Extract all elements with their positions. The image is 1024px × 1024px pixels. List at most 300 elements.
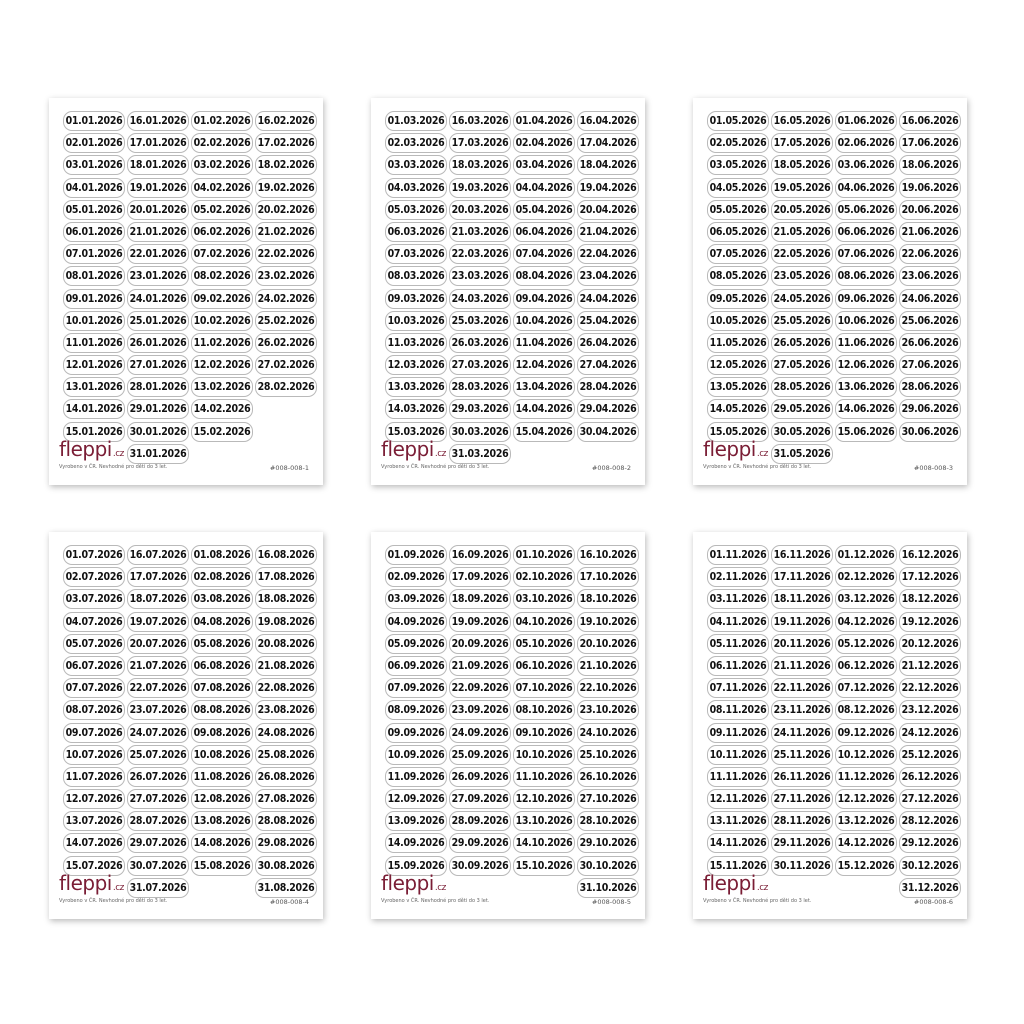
date-sticker: 25.08.2026 [255,745,317,765]
date-sticker: 02.08.2026 [191,567,253,587]
date-sticker: 23.07.2026 [127,700,189,720]
date-sticker: 30.06.2026 [899,422,961,442]
date-sticker: 26.09.2026 [449,767,511,787]
date-sticker: 08.10.2026 [513,700,575,720]
sticker-sheet [49,532,323,919]
date-sticker: 02.01.2026 [63,133,125,153]
date-sticker: 18.06.2026 [899,155,961,175]
date-column [513,111,575,444]
date-sticker: 20.09.2026 [449,634,511,654]
date-sticker: 20.05.2026 [771,200,833,220]
date-sticker: 19.09.2026 [449,612,511,632]
date-sticker: 22.12.2026 [899,678,961,698]
date-sticker: 24.03.2026 [449,289,511,309]
date-column [771,545,833,878]
date-sticker: 15.10.2026 [513,856,575,876]
date-sticker: 28.07.2026 [127,811,189,831]
date-sticker: 08.02.2026 [191,266,253,286]
date-sticker: 06.08.2026 [191,656,253,676]
date-sticker: 02.03.2026 [385,133,447,153]
date-sticker: 15.01.2026 [63,422,125,442]
date-sticker: 02.02.2026 [191,133,253,153]
date-sticker: 08.12.2026 [835,700,897,720]
date-sticker: 10.05.2026 [707,311,769,331]
date-sticker: 01.09.2026 [385,545,447,565]
date-column [191,111,253,444]
date-sticker: 24.06.2026 [899,289,961,309]
date-sticker: 05.07.2026 [63,634,125,654]
date-column [191,545,253,878]
date-sticker: 05.10.2026 [513,634,575,654]
date-sticker: 11.12.2026 [835,767,897,787]
date-sticker: 13.03.2026 [385,377,447,397]
date-sticker: 18.07.2026 [127,589,189,609]
date-sticker: 03.09.2026 [385,589,447,609]
date-column [127,111,189,466]
date-sticker: 04.05.2026 [707,178,769,198]
date-sticker: 28.09.2026 [449,811,511,831]
date-sticker: 13.01.2026 [63,377,125,397]
date-sticker: 05.03.2026 [385,200,447,220]
date-sticker: 10.04.2026 [513,311,575,331]
date-sticker: 08.07.2026 [63,700,125,720]
date-sticker: 17.08.2026 [255,567,317,587]
date-sticker: 13.12.2026 [835,811,897,831]
date-sticker: 10.11.2026 [707,745,769,765]
date-sticker: 12.06.2026 [835,355,897,375]
date-sticker: 21.04.2026 [577,222,639,242]
date-sticker: 27.01.2026 [127,355,189,375]
date-sticker: 11.04.2026 [513,333,575,353]
date-column [385,545,447,878]
date-column [255,545,317,900]
date-sticker: 03.01.2026 [63,155,125,175]
date-sticker: 03.10.2026 [513,589,575,609]
date-sticker: 16.03.2026 [449,111,511,131]
date-sticker: 28.08.2026 [255,811,317,831]
date-sticker: 26.06.2026 [899,333,961,353]
date-column [771,111,833,466]
date-sticker: 21.12.2026 [899,656,961,676]
date-sticker: 03.07.2026 [63,589,125,609]
date-sticker: 11.08.2026 [191,767,253,787]
sticker-sheet [693,98,967,485]
date-column [513,545,575,878]
date-sticker: 17.01.2026 [127,133,189,153]
date-sticker: 08.03.2026 [385,266,447,286]
date-sticker: 12.09.2026 [385,789,447,809]
date-sticker: 28.11.2026 [771,811,833,831]
date-sticker: 14.04.2026 [513,399,575,419]
date-sticker: 05.08.2026 [191,634,253,654]
date-sticker: 28.10.2026 [577,811,639,831]
date-sticker: 02.05.2026 [707,133,769,153]
date-sticker: 31.05.2026 [771,444,833,464]
date-sticker: 27.11.2026 [771,789,833,809]
date-column [63,545,125,878]
date-sticker: 26.10.2026 [577,767,639,787]
date-sticker: 28.01.2026 [127,377,189,397]
date-sticker: 22.11.2026 [771,678,833,698]
date-sticker: 07.06.2026 [835,244,897,264]
date-sticker: 10.03.2026 [385,311,447,331]
date-sticker: 23.02.2026 [255,266,317,286]
date-sticker: 07.03.2026 [385,244,447,264]
date-sticker: 12.08.2026 [191,789,253,809]
date-sticker: 11.11.2026 [707,767,769,787]
date-sticker: 30.12.2026 [899,856,961,876]
date-sticker: 10.07.2026 [63,745,125,765]
safety-note: Vyrobeno v ČR. Nevhodné pro děti do 3 let. [703,898,812,904]
date-sticker: 07.02.2026 [191,244,253,264]
date-sticker: 19.02.2026 [255,178,317,198]
date-sticker: 04.12.2026 [835,612,897,632]
date-sticker: 21.07.2026 [127,656,189,676]
date-sticker: 03.03.2026 [385,155,447,175]
date-sticker: 18.08.2026 [255,589,317,609]
date-sticker: 01.12.2026 [835,545,897,565]
date-column [835,111,897,444]
date-sticker: 25.02.2026 [255,311,317,331]
date-sticker: 20.12.2026 [899,634,961,654]
date-sticker: 22.06.2026 [899,244,961,264]
date-sticker: 03.12.2026 [835,589,897,609]
date-sticker: 29.06.2026 [899,399,961,419]
date-sticker: 12.04.2026 [513,355,575,375]
date-sticker: 24.08.2026 [255,723,317,743]
date-sticker: 10.06.2026 [835,311,897,331]
date-sticker: 25.12.2026 [899,745,961,765]
date-sticker: 04.11.2026 [707,612,769,632]
date-sticker: 23.08.2026 [255,700,317,720]
brand-name: fleppi [381,437,434,461]
date-sticker: 06.06.2026 [835,222,897,242]
date-sticker: 15.03.2026 [385,422,447,442]
sheet-code: #008-008-5 [591,898,631,906]
date-sticker: 06.05.2026 [707,222,769,242]
date-sticker: 12.10.2026 [513,789,575,809]
date-sticker: 07.07.2026 [63,678,125,698]
date-sticker: 09.11.2026 [707,723,769,743]
date-sticker: 14.11.2026 [707,833,769,853]
date-sticker: 07.01.2026 [63,244,125,264]
date-sticker: 24.05.2026 [771,289,833,309]
sheet-code: #008-008-1 [269,464,309,472]
date-sticker: 17.02.2026 [255,133,317,153]
date-sticker: 28.04.2026 [577,377,639,397]
date-sticker: 14.03.2026 [385,399,447,419]
sticker-sheet [371,98,645,485]
date-sticker: 27.10.2026 [577,789,639,809]
date-sticker: 17.05.2026 [771,133,833,153]
date-sticker: 18.02.2026 [255,155,317,175]
date-sticker: 12.02.2026 [191,355,253,375]
date-sticker: 12.12.2026 [835,789,897,809]
date-sticker: 07.10.2026 [513,678,575,698]
date-sticker: 27.06.2026 [899,355,961,375]
date-sticker: 29.08.2026 [255,833,317,853]
date-sticker: 08.01.2026 [63,266,125,286]
date-sticker: 30.05.2026 [771,422,833,442]
date-sticker: 10.08.2026 [191,745,253,765]
date-sticker: 23.01.2026 [127,266,189,286]
date-sticker: 14.05.2026 [707,399,769,419]
date-column [707,111,769,444]
date-sticker: 26.03.2026 [449,333,511,353]
date-sticker: 19.01.2026 [127,178,189,198]
date-sticker: 14.02.2026 [191,399,253,419]
date-sticker: 06.02.2026 [191,222,253,242]
date-sticker: 20.01.2026 [127,200,189,220]
date-sticker: 21.03.2026 [449,222,511,242]
date-sticker: 01.06.2026 [835,111,897,131]
date-sticker: 01.05.2026 [707,111,769,131]
date-sticker: 18.05.2026 [771,155,833,175]
date-sticker: 25.11.2026 [771,745,833,765]
brand-name: fleppi [59,871,112,895]
safety-note: Vyrobeno v ČR. Nevhodné pro děti do 3 let. [59,898,168,904]
date-sticker: 02.10.2026 [513,567,575,587]
date-sticker: 01.03.2026 [385,111,447,131]
date-sticker: 07.05.2026 [707,244,769,264]
date-sticker: 05.02.2026 [191,200,253,220]
date-sticker: 30.04.2026 [577,422,639,442]
date-sticker: 14.01.2026 [63,399,125,419]
date-sticker: 17.03.2026 [449,133,511,153]
date-sticker: 12.11.2026 [707,789,769,809]
date-sticker: 02.07.2026 [63,567,125,587]
date-sticker: 23.04.2026 [577,266,639,286]
date-sticker: 05.05.2026 [707,200,769,220]
date-sticker: 22.05.2026 [771,244,833,264]
brand-suffix: .cz [112,449,124,459]
date-sticker: 24.04.2026 [577,289,639,309]
date-sticker: 02.06.2026 [835,133,897,153]
date-sticker: 13.11.2026 [707,811,769,831]
date-sticker: 03.05.2026 [707,155,769,175]
date-sticker: 29.05.2026 [771,399,833,419]
date-sticker: 06.03.2026 [385,222,447,242]
date-sticker: 14.06.2026 [835,399,897,419]
sticker-sheet [693,532,967,919]
date-sticker: 28.12.2026 [899,811,961,831]
date-sticker: 07.11.2026 [707,678,769,698]
date-sticker: 21.05.2026 [771,222,833,242]
date-sticker: 30.03.2026 [449,422,511,442]
date-sticker: 04.07.2026 [63,612,125,632]
date-column [899,545,961,900]
date-sticker: 06.04.2026 [513,222,575,242]
date-sticker: 13.10.2026 [513,811,575,831]
date-sticker: 30.01.2026 [127,422,189,442]
date-sticker: 20.06.2026 [899,200,961,220]
date-sticker: 03.04.2026 [513,155,575,175]
date-sticker: 10.10.2026 [513,745,575,765]
date-sticker: 06.09.2026 [385,656,447,676]
date-sticker: 25.04.2026 [577,311,639,331]
date-sticker: 16.12.2026 [899,545,961,565]
date-sticker: 09.01.2026 [63,289,125,309]
date-sticker: 16.11.2026 [771,545,833,565]
sheet-code: #008-008-3 [913,464,953,472]
date-sticker: 20.10.2026 [577,634,639,654]
date-sticker: 16.05.2026 [771,111,833,131]
date-sticker: 19.08.2026 [255,612,317,632]
date-sticker: 24.01.2026 [127,289,189,309]
date-sticker: 29.11.2026 [771,833,833,853]
date-sticker: 26.02.2026 [255,333,317,353]
brand-suffix: .cz [112,883,124,893]
date-sticker: 04.02.2026 [191,178,253,198]
date-sticker: 15.05.2026 [707,422,769,442]
brand-logo [703,871,768,895]
date-column [63,111,125,444]
date-sticker: 14.09.2026 [385,833,447,853]
date-sticker: 15.02.2026 [191,422,253,442]
date-sticker: 31.12.2026 [899,878,961,898]
date-column [449,111,511,466]
date-sticker: 11.06.2026 [835,333,897,353]
date-sticker: 28.02.2026 [255,377,317,397]
date-sticker: 05.01.2026 [63,200,125,220]
brand-suffix: .cz [434,449,446,459]
date-sticker: 06.11.2026 [707,656,769,676]
date-sticker: 01.02.2026 [191,111,253,131]
date-sticker: 05.04.2026 [513,200,575,220]
date-sticker: 02.09.2026 [385,567,447,587]
date-sticker: 24.02.2026 [255,289,317,309]
date-sticker: 09.08.2026 [191,723,253,743]
date-sticker: 27.05.2026 [771,355,833,375]
date-sticker: 25.01.2026 [127,311,189,331]
sticker-sheet [371,532,645,919]
date-sticker: 22.10.2026 [577,678,639,698]
date-sticker: 18.12.2026 [899,589,961,609]
date-sticker: 26.12.2026 [899,767,961,787]
sheet-code: #008-008-6 [913,898,953,906]
date-sticker: 13.05.2026 [707,377,769,397]
date-sticker: 21.02.2026 [255,222,317,242]
safety-note: Vyrobeno v ČR. Nevhodné pro děti do 3 let. [381,898,490,904]
date-sticker: 08.04.2026 [513,266,575,286]
date-sticker: 01.04.2026 [513,111,575,131]
date-sticker: 18.04.2026 [577,155,639,175]
date-sticker: 13.06.2026 [835,377,897,397]
date-sticker: 07.12.2026 [835,678,897,698]
date-sticker: 17.11.2026 [771,567,833,587]
date-sticker: 04.08.2026 [191,612,253,632]
date-sticker: 25.07.2026 [127,745,189,765]
date-sticker: 02.04.2026 [513,133,575,153]
date-sticker: 17.06.2026 [899,133,961,153]
date-sticker: 24.11.2026 [771,723,833,743]
brand-logo [703,437,768,461]
date-sticker: 04.10.2026 [513,612,575,632]
date-sticker: 02.12.2026 [835,567,897,587]
date-sticker: 15.06.2026 [835,422,897,442]
date-sticker: 07.08.2026 [191,678,253,698]
date-sticker: 19.03.2026 [449,178,511,198]
date-sticker: 16.01.2026 [127,111,189,131]
date-sticker: 11.09.2026 [385,767,447,787]
date-sticker: 31.07.2026 [127,878,189,898]
date-sticker: 01.11.2026 [707,545,769,565]
date-sticker: 27.02.2026 [255,355,317,375]
brand-name: fleppi [59,437,112,461]
date-sticker: 03.11.2026 [707,589,769,609]
sticker-sheet [49,98,323,485]
date-sticker: 26.07.2026 [127,767,189,787]
safety-note: Vyrobeno v ČR. Nevhodné pro děti do 3 let. [59,464,168,470]
date-sticker: 16.08.2026 [255,545,317,565]
date-sticker: 11.01.2026 [63,333,125,353]
date-sticker: 09.09.2026 [385,723,447,743]
date-sticker: 24.12.2026 [899,723,961,743]
date-sticker: 05.09.2026 [385,634,447,654]
date-sticker: 14.10.2026 [513,833,575,853]
date-sticker: 11.10.2026 [513,767,575,787]
date-sticker: 21.08.2026 [255,656,317,676]
date-sticker: 25.06.2026 [899,311,961,331]
date-sticker: 21.11.2026 [771,656,833,676]
date-sticker: 01.07.2026 [63,545,125,565]
date-sticker: 09.07.2026 [63,723,125,743]
date-sticker: 22.03.2026 [449,244,511,264]
date-sticker: 08.06.2026 [835,266,897,286]
date-sticker: 25.03.2026 [449,311,511,331]
date-sticker: 18.10.2026 [577,589,639,609]
brand-name: fleppi [381,871,434,895]
date-sticker: 20.08.2026 [255,634,317,654]
date-sticker: 27.04.2026 [577,355,639,375]
date-sticker: 28.05.2026 [771,377,833,397]
date-sticker: 14.12.2026 [835,833,897,853]
date-sticker: 19.12.2026 [899,612,961,632]
date-column [577,545,639,900]
date-sticker: 02.11.2026 [707,567,769,587]
date-sticker: 16.06.2026 [899,111,961,131]
date-sticker: 23.05.2026 [771,266,833,286]
date-sticker: 26.05.2026 [771,333,833,353]
date-sticker: 26.11.2026 [771,767,833,787]
date-sticker: 23.03.2026 [449,266,511,286]
date-sticker: 20.02.2026 [255,200,317,220]
date-sticker: 26.01.2026 [127,333,189,353]
date-sticker: 27.08.2026 [255,789,317,809]
date-sticker: 05.12.2026 [835,634,897,654]
date-sticker: 13.08.2026 [191,811,253,831]
date-sticker: 22.04.2026 [577,244,639,264]
date-sticker: 18.11.2026 [771,589,833,609]
date-sticker: 30.10.2026 [577,856,639,876]
brand-logo [59,437,124,461]
date-sticker: 18.03.2026 [449,155,511,175]
date-column [835,545,897,878]
date-sticker: 15.11.2026 [707,856,769,876]
date-sticker: 04.04.2026 [513,178,575,198]
date-sticker: 27.07.2026 [127,789,189,809]
brand-logo [59,871,124,895]
date-sticker: 31.03.2026 [449,444,511,464]
date-sticker: 24.07.2026 [127,723,189,743]
date-sticker: 17.12.2026 [899,567,961,587]
date-sticker: 15.12.2026 [835,856,897,876]
brand-logo [381,437,446,461]
date-sticker: 29.12.2026 [899,833,961,853]
date-sticker: 20.03.2026 [449,200,511,220]
brand-name: fleppi [703,437,756,461]
brand-name: fleppi [703,871,756,895]
